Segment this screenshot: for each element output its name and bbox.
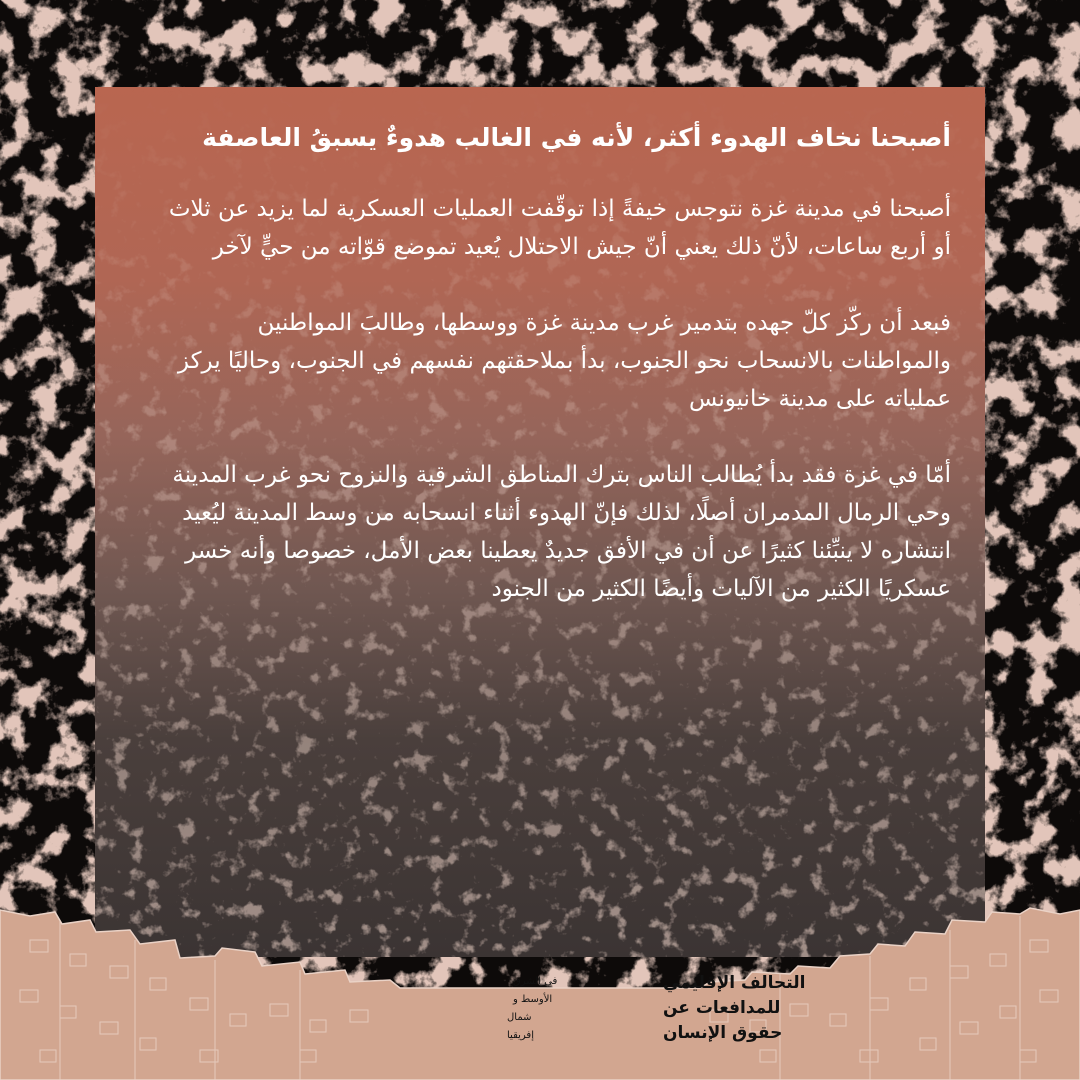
- quote-content: [146, 119, 951, 646]
- logo-main-line-1: التحالف الإقليمي: [663, 973, 806, 993]
- post-paragraph-2: فبعد أن ركّز كلّ جهده بتدمير غرب مدينة غزة ووسطها، وطالبَ المواطنين والمواطنات بالانسحاب نحو الجنوب، بدأ بملاحقتهم نفسهم في الجنوب، وحاليًا يركز عملياته على مدينة خانيونس: [177, 310, 951, 412]
- post-paragraph-3: أمّا في غزة فقد بدأ يُطالب الناس بترك المناطق الشرقية والنزوح نحو غرب المدينة وحي الرمال المدمران أصلًا، لذلك فإنّ الهدوء أثناء انسحابه من وسط المدينة ليُعيد انتشاره لا ينبِّئنا كثيرًا عن أن في الأفق جديدٌ يعطينا بعض الأمل، خصوصا وأنه خسر عسكريًا الكثير من الآليات وأيضًا الكثير من الجنود: [172, 462, 951, 602]
- logo-main-line-3: حقوق الإنسان: [663, 1023, 783, 1043]
- logo-side-line-4: إفريقيا: [507, 1030, 534, 1041]
- post-headline: أصبحنا نخاف الهدوء أكثر، لأنه في الغالب هدوءٌ يسبقُ العاصفة: [202, 123, 951, 152]
- post-paragraph-1: أصبحنا في مدينة غزة نتوجس خيفةً إذا توقّفت العمليات العسكرية لما يزيد عن ثلاث أو أربع ساعات، لأنّ ذلك يعني أنّ جيش الاحتلال يُعيد تموضع قوّاته من حيٍّ لآخر: [168, 196, 951, 260]
- quote-panel: [95, 87, 985, 957]
- logo-side-line-1: في الشرق: [513, 976, 558, 987]
- logo-main-line-2: للمدافعات عن: [663, 998, 781, 1018]
- logo-side-line-3: شمال: [507, 1012, 532, 1023]
- logo-side-line-2: الأوسط و: [513, 994, 553, 1005]
- organization-logo: [395, 968, 806, 1048]
- organization-logo-svg: [395, 968, 806, 1048]
